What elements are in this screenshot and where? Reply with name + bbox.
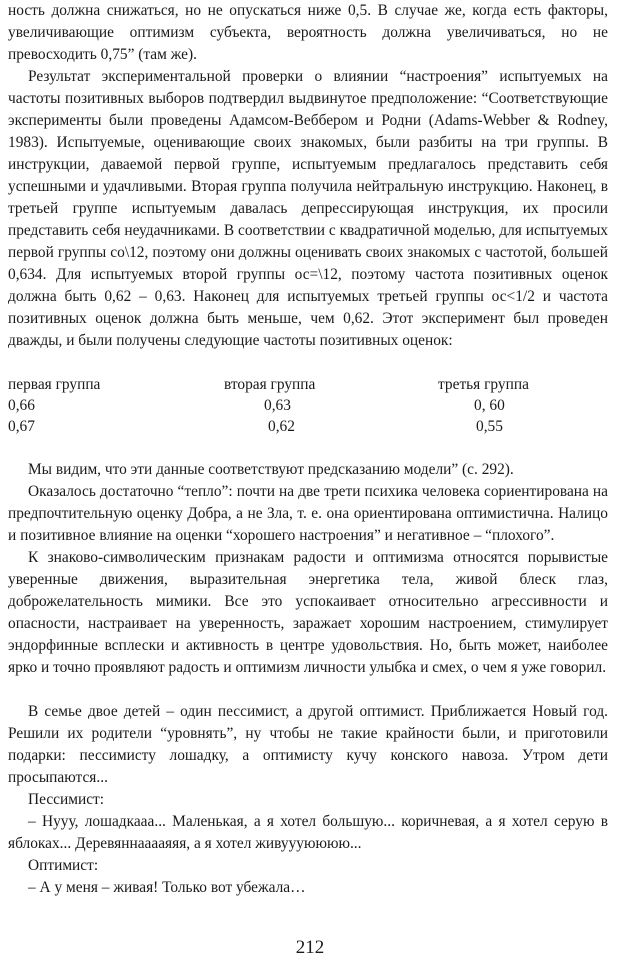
frequency-table <box>8 374 608 437</box>
joke-line-pessimist: Пессимист: <box>28 791 105 808</box>
table-header-row <box>8 374 608 395</box>
table-cell: 0, 60 <box>474 397 505 414</box>
table-cell: 0,55 <box>476 418 503 435</box>
paragraph-conclusion: Мы видим, что эти данные соответствуют предсказанию модели” (с. 292). <box>28 461 514 478</box>
paragraph-warm: Оказалось достаточно “тепло”: почти на две трети психика человека сориентирована на предпочтительную оценку Добра, а не Зла, т. е. она ориентирована оптимистична. Налицо и позитивное влияние на оценки “хорошего настроения” и негативное – “плохого”. <box>8 483 608 544</box>
table-row <box>8 395 608 416</box>
table-cell: 0,63 <box>264 397 291 414</box>
joke-paragraph: В семье двое детей – один пессимист, а другой оптимист. Приближается Новый год. Решили их родители “уровнять”, ну чтобы не такие крайности были, и приготовили подарки: пессимисту лошадку, а оптимисту кучу конского навоза. Утром дети просыпаются... <box>8 703 608 786</box>
paragraph-experiment: Результат экспериментальной проверки о влиянии “настроения” испытуемых на частоты позитивных выборов подтвердил выдвинутое предположение: “Соответствующие эксперименты были проведены Адамсом-Веббером и Родни (Adams-Webber & Rodney, 1983). Испытуемые, оценивающие своих знакомых, были разбиты на три группы. В инструкции, даваемой первой группе, испытуемым предлагалось представить себя успешными и удачливыми. Вторая группа получила нейтральную инструкцию. Наконец, в третьей группе испытуемым давалась депрессирующая инструкция, их просили представить себя неудачниками. В соответствии с квадратичной моделью, для испытуемых первой группы со\12, поэтому они должны оценивать своих знакомых с частотой, большей 0,634. Для испытуемых второй группы ос=\12, поэтому частота позитивных оценок должна быть 0,62 – 0,63. Наконец для испытуемых третьей группы ос<1/2 и частота позитивных оценок должна быть меньше, чем 0,62. Этот эксперимент был проведен дважды, и были получены следующие частоты позитивных оценок: <box>8 68 608 349</box>
page-number: 212 <box>295 937 325 958</box>
paragraph-signs: К знаково-символическим признакам радости и оптимизма относятся порывистые уверенные движения, выразительная энергетика тела, живой блеск глаз, доброжелательность мимики. Все это успокаивает относительно агрессивности и опасности, настраивает на уверенность, заражает хорошим настроением, стимулирует эндорфинные всплески и активность в центре удовольствия. Но, быть может, наиболее ярко и точно проявляют радость и оптимизм личности улыбка и смех, о чем я уже говорил. <box>8 549 608 676</box>
table-cell: 0,67 <box>8 418 35 435</box>
table-header-cell: третья группа <box>438 376 529 393</box>
table-header-cell: первая группа <box>8 376 101 393</box>
joke-line-optimist: Оптимист: <box>28 857 99 874</box>
table-row <box>8 416 608 437</box>
joke-line-optimist-speech: – А у меня – живая! Только вот убежала… <box>28 879 306 896</box>
page-text <box>8 0 608 899</box>
paragraph-continuation: ность должна снижаться, но не опускаться ниже 0,5. В случае же, когда есть факторы, увеличивающие оптимизм субъекта, вероятность должна увеличиваться, но не превосходить 0,75” (там же). <box>8 2 608 63</box>
table-cell: 0,62 <box>268 418 295 435</box>
table-header-cell: вторая группа <box>224 376 316 393</box>
table-cell: 0,66 <box>8 397 35 414</box>
joke-line-pessimist-speech: – Нууу, лошадкааа... Маленькая, а я хотел большую... коричневая, а я хотел серую в яблоках... Деревяннааааяяя, а я хотел живуууюююю... <box>8 813 608 852</box>
